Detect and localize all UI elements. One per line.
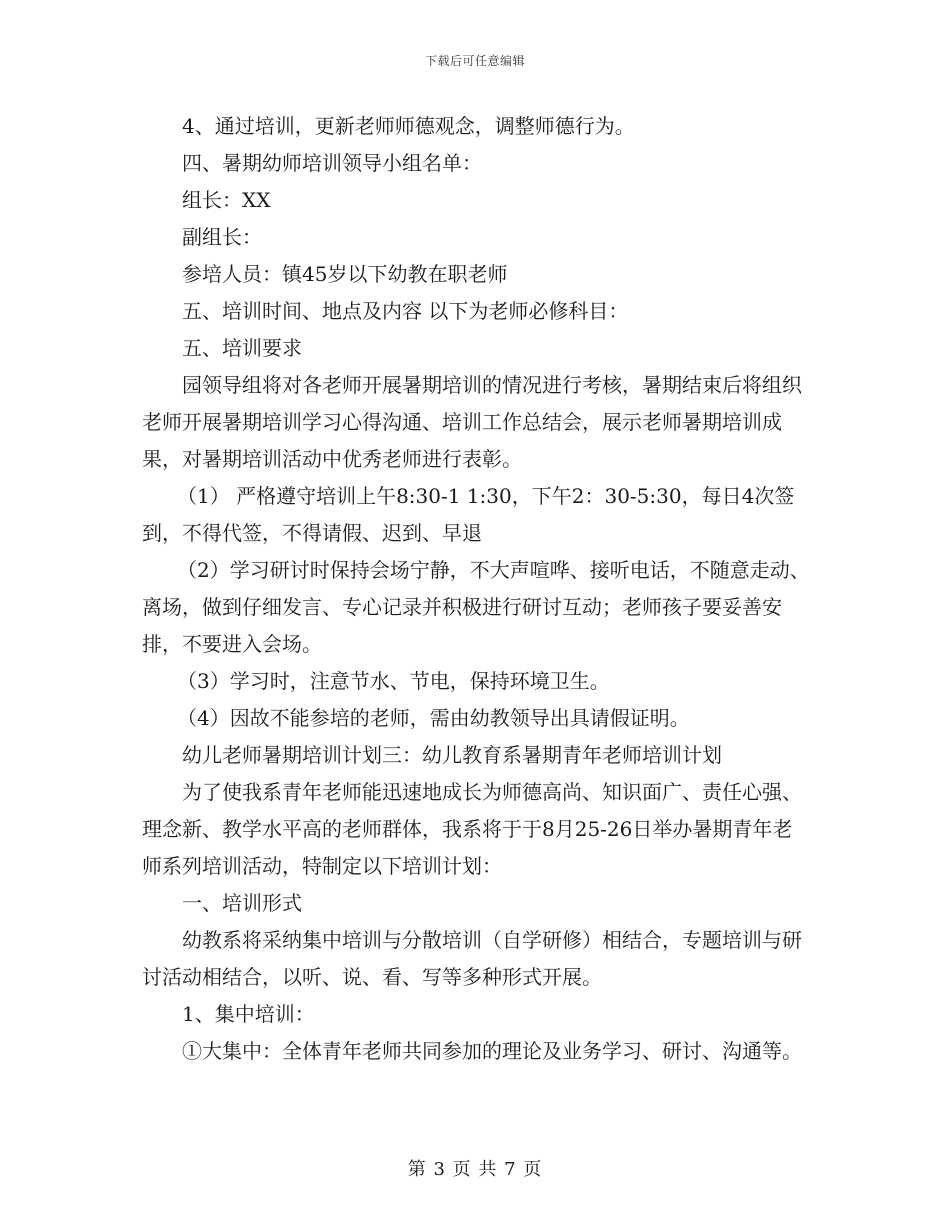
paragraph-participants: 参培人员：镇45岁以下幼教在职老师: [182, 262, 508, 286]
section-title-plan-three: 幼儿老师暑期培训计划三：幼儿教育系暑期青年老师培训计划: [182, 743, 722, 767]
section-heading-centralized: 1、集中培训：: [182, 1002, 315, 1026]
paragraph-large-centralized: ①大集中：全体青年老师共同参加的理论及业务学习、研讨、沟通等。: [182, 1039, 802, 1063]
paragraph-group-leader: 组长：XX: [182, 188, 271, 212]
section-heading-training-form: 一、培训形式: [182, 891, 302, 915]
document-body: [142, 108, 810, 1070]
paragraph-item-4: 4、通过培训，更新老师师德观念，调整师德行为。: [182, 114, 635, 138]
section-heading-time-place: 五、培训时间、地点及内容 以下为老师必修科目：: [182, 299, 629, 323]
page-footer: 第 3 页 共 7 页: [407, 1159, 543, 1180]
paragraph-training-form: 幼教系将采纳集中培训与分散培训（自学研修）相结合，专题培训与研讨活动相结合，以听、说、看、写等多种形式开展。: [142, 928, 802, 989]
paragraph-deputy-leader: 副组长：: [182, 225, 262, 249]
section-heading-leadership: 四、暑期幼师培训领导小组名单：: [182, 151, 482, 175]
paragraph-requirement-1: （1） 严格遵守培训上午8:30-1 1:30，下午2：30-5:30，每日4次签到，不得代签，不得请假、迟到、早退: [142, 484, 795, 545]
paragraph-requirement-4: （4）因故不能参培的老师，需由幼教领导出具请假证明。: [177, 706, 690, 730]
page-header: 下载后可任意编辑: [424, 54, 525, 68]
paragraph-plan-intro: 为了使我系青年老师能迅速地成长为师德高尚、知识面广、责任心强、理念新、教学水平高的老师群体，我系将于于8月25-26日举办暑期青年老师系列培训活动，特制定以下培训计划：: [142, 780, 802, 878]
paragraph-requirement-3: （3）学习时，注意节水、节电，保持环境卫生。: [177, 669, 610, 693]
paragraph-requirement-2: （2）学习研讨时保持会场宁静，不大声喧哗、接听电话，不随意走动、离场，做到仔细发言、专心记录并积极进行研讨互动；老师孩子要妥善安排，不要进入会场。: [142, 558, 810, 656]
section-heading-requirements: 五、培训要求: [182, 336, 302, 360]
paragraph-assessment: 园领导组将对各老师开展暑期培训的情况进行考核，暑期结束后将组织老师开展暑期培训学习心得沟通、培训工作总结会，展示老师暑期培训成果，对暑期培训活动中优秀老师进行表彰。: [142, 373, 802, 471]
